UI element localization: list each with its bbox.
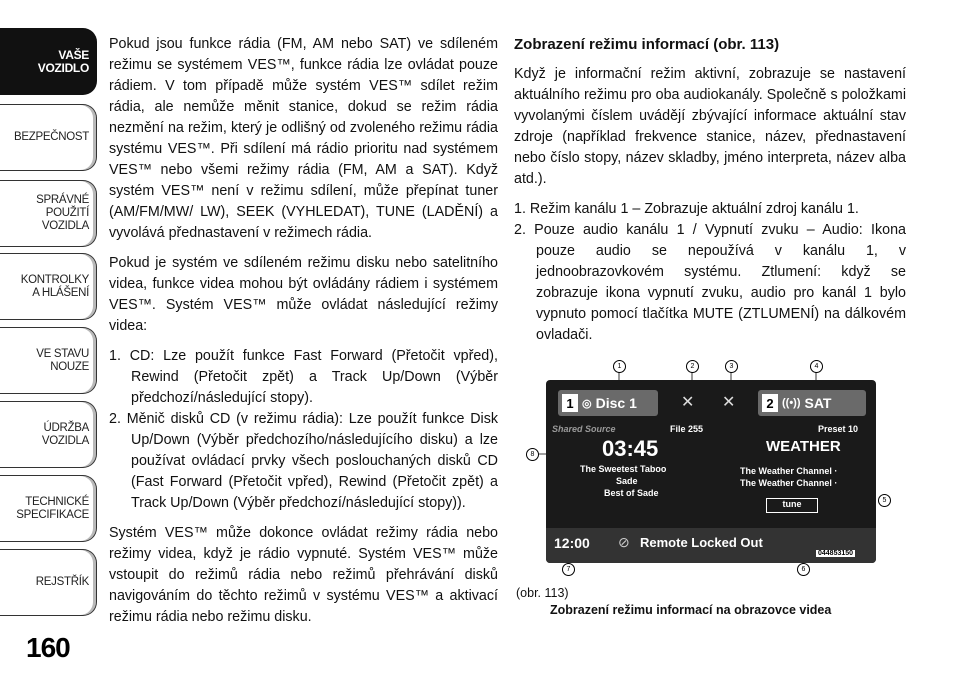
mute-icon-2: ✕ <box>722 394 736 411</box>
video-screen <box>546 380 876 563</box>
preset-label: Preset 10 <box>818 424 859 434</box>
tab-udrzba[interactable]: ÚDRŽBA VOZIDLA <box>0 401 97 468</box>
channel-1-chip: 1 ◎ Disc 1 <box>558 390 658 416</box>
figure-caption: Zobrazení režimu informací na obrazovce videa <box>550 603 832 617</box>
paragraph: Systém VES™ může dokonce ovládat režimy rádia nebo režimy videa, když je rádio vypnuté. Systém VES™ může vstoupit do režimů rádia nebo režimů přehrávání disků navigováním do těchto režimů v systému VES™ a aktivací režimu rádia nebo režimu disku. <box>109 525 498 625</box>
figure-ref: (obr. 113) <box>516 586 569 600</box>
tab-vase-vozidlo[interactable]: VAŠE VOZIDLO <box>0 28 97 95</box>
mute-icon-1: ✕ <box>681 394 695 411</box>
section-heading: Zobrazení režimu informací (obr. 113) <box>514 36 780 53</box>
chapter-tabs <box>0 0 103 640</box>
paragraph: Pokud je systém ve sdíleném režimu disku nebo satelitního videa, funkce videa mohou být ovládány rádiem i systémem VES™. Systém VES™ může ovládat následující režimy videa: <box>109 255 498 334</box>
tab-bezpecnost[interactable]: BEZPEČNOST <box>0 104 97 171</box>
callout-5: 5 <box>878 494 891 507</box>
list-item: 2. Pouze audio kanálu 1 / Vypnutí zvuku – Audio: Ikona pouze audio se nepoužívá v kanálu 1, v jednoobrazovkovém systému. Ztlumení: když se zobrazuje ikona vypnutí zvuku, audio pro kanál 1 bylo vypnuto pomocí tlačítka MUTE (ZTLUMENÍ) na dálkovém ovladači. <box>514 222 906 343</box>
remote-locked-label: Remote Locked Out <box>640 535 763 550</box>
list-item: 1. Režim kanálu 1 – Zobrazuje aktuální zdroj kanálu 1. <box>514 201 859 217</box>
album: Best of Sade <box>604 488 659 498</box>
tab-spravne-pouziti[interactable]: SPRÁVNÉ POUŽITÍ VOZIDLA <box>0 180 97 247</box>
page-number: 160 <box>26 632 70 663</box>
paragraph: Pokud jsou funkce rádia (FM, AM nebo SAT) ve sdíleném režimu se systémem VES™, funkce rádia lze ovládat pouze rádiem. V tom případě může systém VES™ sdílet režim rádia, ale nemůže měnit stanice, dokud se režim rádia nezmění na režim, který je odlišný od zvoleného režimu rádia systému VES™. Při sdílení má rádio prioritu nad systémem VES™ nebo všemi režimy rádia (FM, AM a SAT). Když systém VES™ není v režimu sdílení, může přepínat tuner (AM/FM/MW/ LW), SEEK (VYHLEDAT), TUNE (LADĚNÍ) a vyvolává přednastavení v režimech rádia. <box>109 36 498 241</box>
figure-code: 044853150 <box>818 550 854 557</box>
callout-4: 4 <box>810 360 823 373</box>
shared-source-label: Shared Source <box>552 424 616 434</box>
list-item: 2. Měnič disků CD (v režimu rádia): Lze použít funkce Disk Up/Down (Výběr předchozího/následujícího disku) a lze používat ovládací prvky všech poslouchaných disků CD (Fast Forward (Přetočit vpřed), Rewind (Přetočit zpět) a Track Up/Down (Výběr předchozí/následující stopy)). <box>109 411 498 511</box>
tab-ve-stavu-nouze[interactable]: VE STAVU NOUZE <box>0 327 97 394</box>
satellite-icon: ((•)) <box>782 397 801 409</box>
callout-8: 8 <box>526 448 539 461</box>
tab-technicke-specifikace[interactable]: TECHNICKÉ SPECIFIKACE <box>0 475 97 542</box>
clock: 12:00 <box>554 535 590 551</box>
weather-line-2: The Weather Channel · <box>740 478 838 488</box>
callout-1: 1 <box>613 360 626 373</box>
weather-title: WEATHER <box>766 438 841 455</box>
weather-line-1: The Weather Channel · <box>740 466 838 476</box>
list-item: 1. CD: Lze použít funkce Fast Forward (Přetočit vpřed), Rewind (Přetočit zpět) a Track Up/Down (Výběr předchozí/následující stopy). <box>109 348 498 406</box>
right-column <box>514 34 906 346</box>
figure-info-mode-screen <box>526 360 894 576</box>
disc-icon: ◎ <box>582 397 592 410</box>
file-label: File 255 <box>670 424 704 434</box>
track-title: The Sweetest Taboo <box>580 464 667 474</box>
tab-kontrolky[interactable]: KONTROLKY A HLÁŠENÍ <box>0 253 97 320</box>
artist: Sade <box>616 476 638 486</box>
left-column <box>109 34 498 637</box>
callout-7: 7 <box>562 563 575 576</box>
callout-6: 6 <box>797 563 810 576</box>
paragraph: Když je informační režim aktivní, zobrazuje se nastavení aktuálního režimu pro oba audiokanály. Společně s položkami vyvolanými číslem uvádějí zbývající informace aktuální stav zdroje (například frekvence stanice, název, přednastavení nebo číslo stopy, název skladby, jméno interpreta, název alba atd.). <box>514 66 906 187</box>
callout-2: 2 <box>686 360 699 373</box>
tab-rejstrik[interactable]: REJSTŘÍK <box>0 549 97 616</box>
callout-3: 3 <box>725 360 738 373</box>
track-time: 03:45 <box>602 436 659 461</box>
channel-2-chip: 2 ((•)) SAT <box>758 390 866 416</box>
lock-icon: ⊘ <box>618 534 630 550</box>
tune-button: tune <box>766 498 818 513</box>
